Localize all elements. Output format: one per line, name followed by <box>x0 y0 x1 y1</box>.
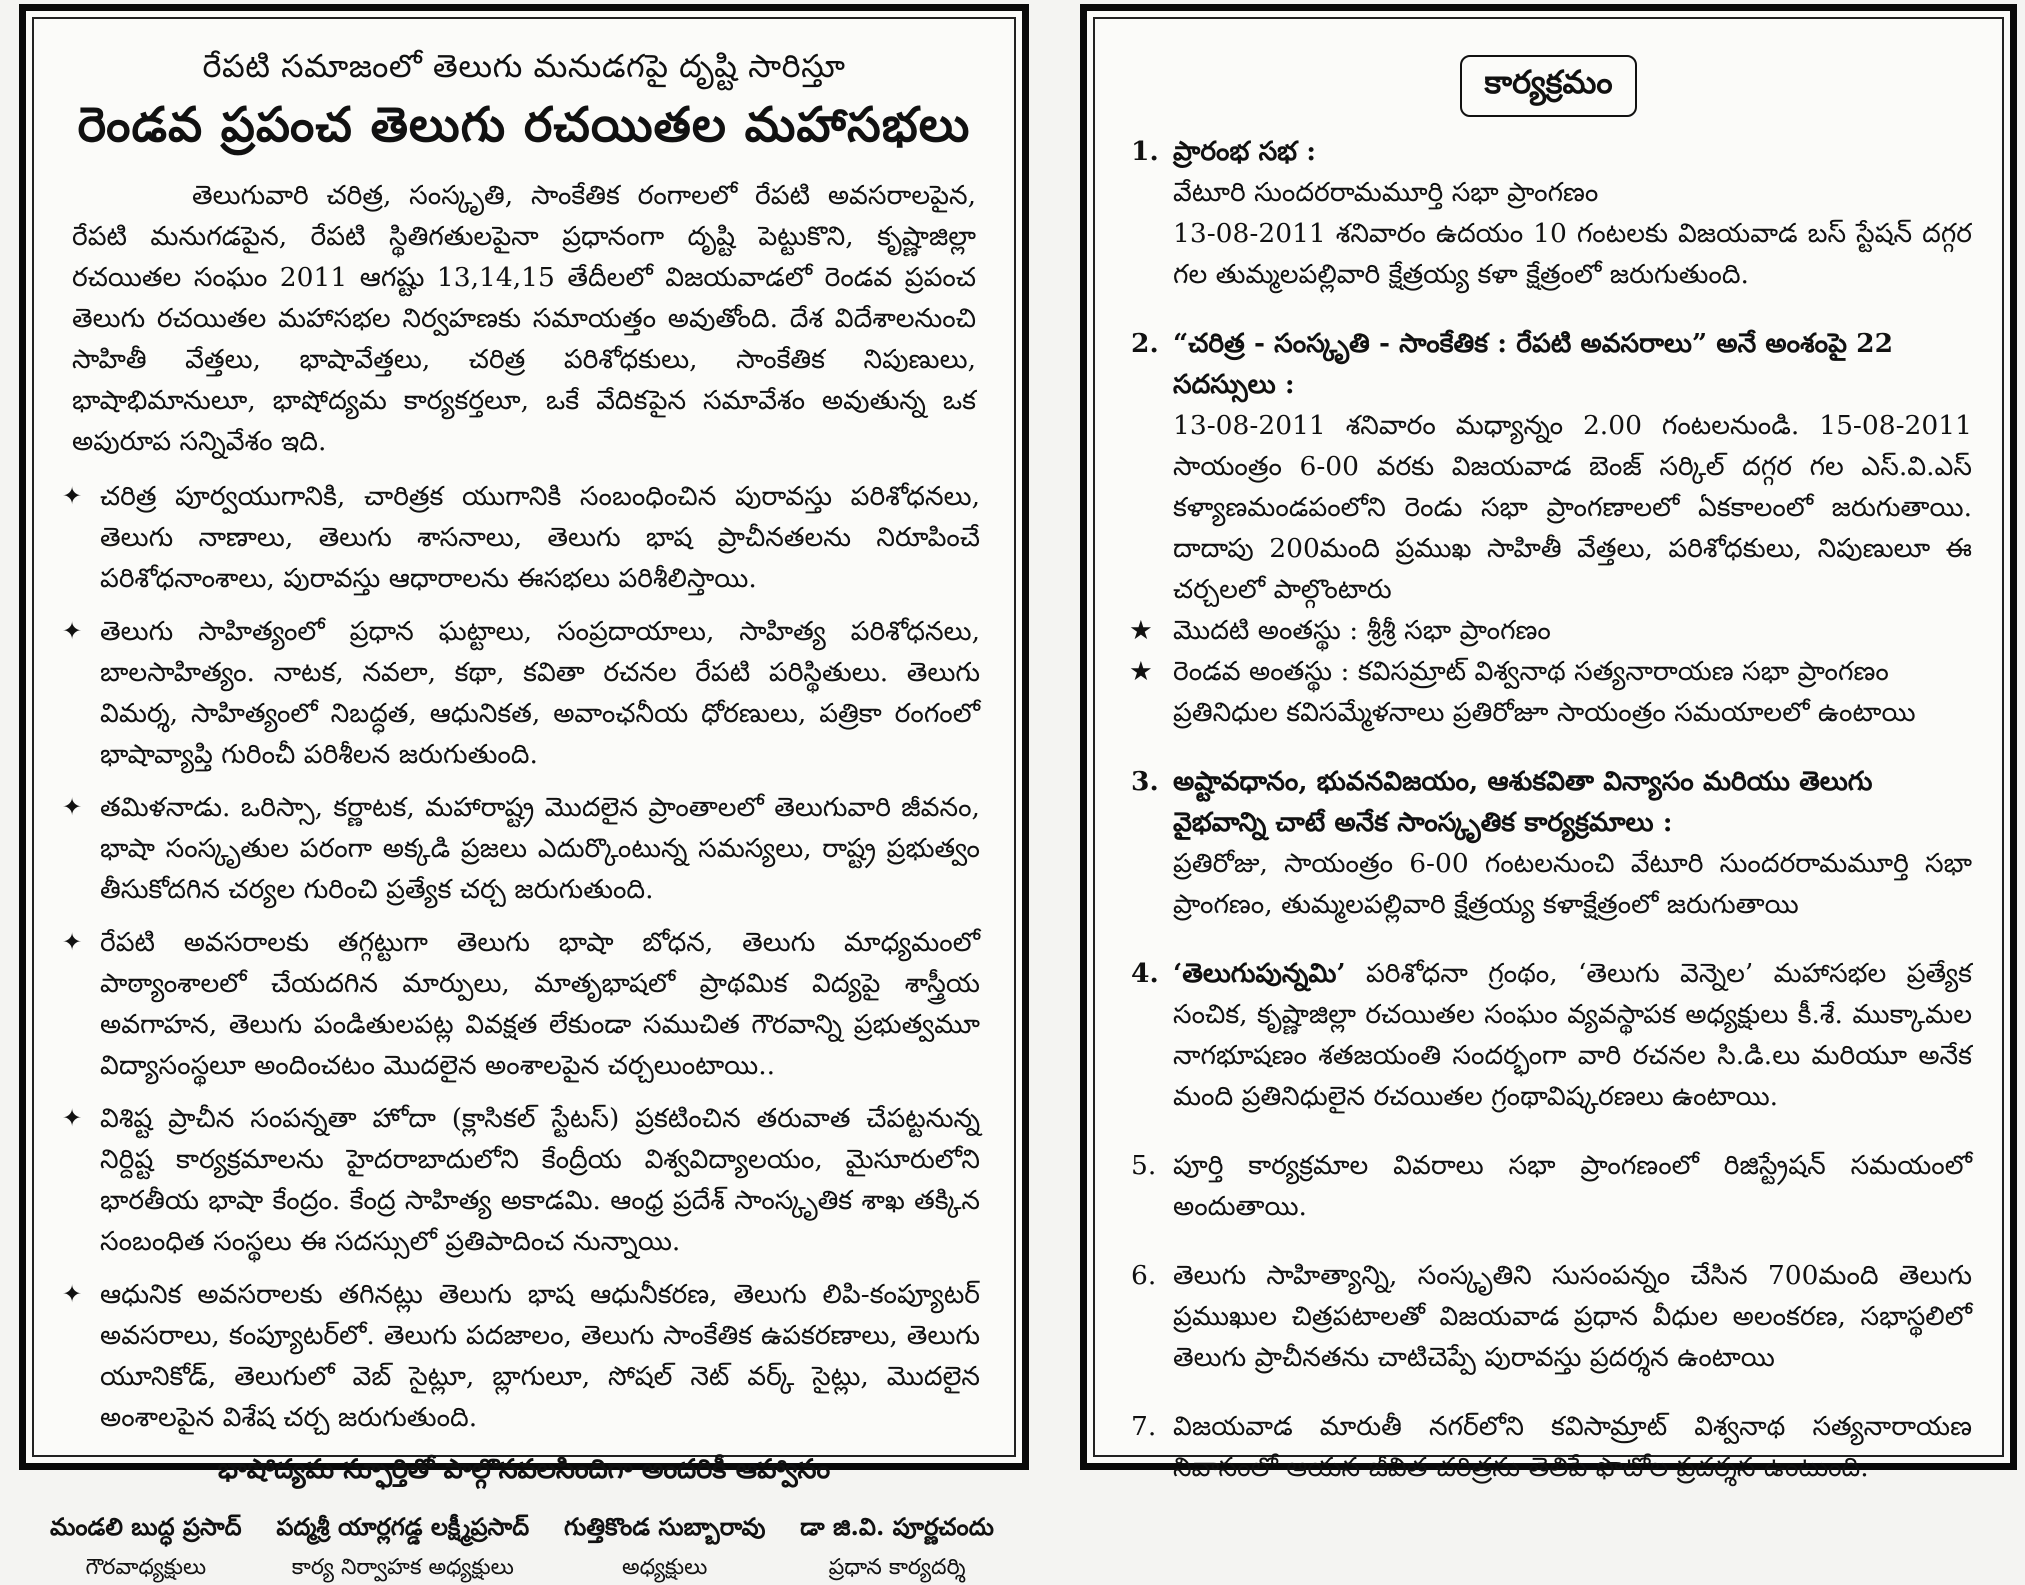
diamond-bullet-icon: ✦ <box>62 793 83 821</box>
signatory-name: పద్మశ్రీ యార్లగడ్డ లక్ష్మీప్రసాద్ <box>276 1512 530 1541</box>
item-text: పరిశోధనా గ్రంథం, ‘తెలుగు వెన్నెల’ మహాసభల ప్రత్యేక సంచిక, కృష్ణాజిల్లా రచయితల సంఘం వ్యవస్థాపక అధ్యక్షులు కీ.శే. ముక్కామల నాగభూషణం శతజయంతి సందర్భంగా వారి రచనల సి.డి.లు మరియూ అనేక మంది ప్రతినిధులైన రచయితల గ్రంథావిష్కరణలు ఉంటాయి. <box>1173 958 1972 1112</box>
signatory-name: డా జి.వి. పూర్ణచందు <box>800 1512 994 1541</box>
item-number: 4. <box>1131 958 1159 989</box>
item-line: విజయవాడ మారుతీ నగర్‌లోని కవిసామ్రాట్ విశ్వనాథ సత్యనారాయణ నివాసంలో ఆయన జీవిత చరిత్రను తెలిపే ఫొటోల ప్రదర్శన ఉంటుంది. <box>1173 1411 1972 1483</box>
floor-line <box>1129 651 1972 692</box>
item-line: పూర్తి కార్యక్రమాల వివరాలు సభా ప్రాంగణంలో రిజిస్ట్రేషన్ సమయంలో అందుతాయి. <box>1173 1150 1972 1222</box>
invitation-line: భాషోద్యమ స్ఫూర్తితో పాల్గొనవలసిందిగా అందరికీ ఆహ్వానం <box>217 1454 831 1485</box>
item-line: ప్రతినిధుల కవిసమ్మేళనాలు ప్రతిరోజూ సాయంత్రం సమయాలలో ఉంటాయి <box>1173 697 1916 728</box>
left-page-inner-frame <box>32 17 1016 1580</box>
item-heading: అష్టావధానం, భువనవిజయం, ఆశుకవితా విన్యాసం మరియు తెలుగు వైభవాన్ని చాటే అనేక సాంస్కృతిక కార్యక్రమాలు : <box>1173 766 1873 838</box>
star-icon: ★ <box>1129 656 1153 687</box>
item-line: వేటూరి సుందరరామమూర్తి సభా ప్రాంగణం <box>1173 177 1599 208</box>
signatory-role: కార్య నిర్వాహక అధ్యక్షులు <box>291 1555 514 1580</box>
diamond-bullet-icon: ✦ <box>62 1280 83 1308</box>
floor-line <box>1129 610 1972 651</box>
star-icon: ★ <box>1129 615 1153 646</box>
floor-text: మొదటి అంతస్థు : శ్రీశ్రీ సభా ప్రాంగణం <box>1173 615 1551 646</box>
page-subtitle: రేపటి సమాజంలో తెలుగు మనుడగపై దృష్టి సారిస్తూ <box>202 47 846 85</box>
diamond-bullet-icon: ✦ <box>62 1104 83 1132</box>
intro-paragraph <box>72 175 976 462</box>
program-item <box>1125 1255 1972 1378</box>
bullet-text: విశిష్ట ప్రాచీన సంపన్నతా హోదా (క్లాసికల్ స్టేటస్) ప్రకటించిన తరువాత చేపట్టనున్న నిర్దిష్ట కార్యక్రమాలను హైదరాబాదులోని కేంద్రీయ విశ్వవిద్యాలయం, మైసూరులోని భారతీయ భాషా కేంద్రం. కేంద్ర సాహిత్య అకాడమి. ఆంధ్ర ప్రదేశ్ సాంస్కృతిక శాఖ తక్కిన సంబంధిత సంస్థలు ఈ సదస్సులో ప్రతిపాదించ నున్నాయి. <box>100 1103 980 1257</box>
program-heading-row <box>1095 55 2002 117</box>
signatory-role: అధ్యక్షులు <box>622 1555 708 1580</box>
bullet-text: ఆధునిక అవసరాలకు తగినట్లు తెలుగు భాష ఆధునీకరణ, తెలుగు లిపి-కంప్యూటర్ అవసరాలు, కంప్యూటర్‌లో. తెలుగు పదజాలం, తెలుగు సాంకేతిక ఉపకరణాలు, తెలుగు యూనికోడ్, తెలుగులో వెబ్ సైట్లూ, బ్లాగులూ, సోషల్ నెట్ వర్క్ సైట్లు, మొదలైన అంశాలపైన విశేష చర్చ జరుగుతుంది. <box>100 1279 980 1433</box>
bullet-text: తెలుగు సాహిత్యంలో ప్రధాన ఘట్టాలు, సంప్రదాయాలు, సాహిత్య పరిశోధనలు, బాలసాహిత్యం. నాటక, నవలా, కథా, కవితా రచనల రేపటి పరిస్థితులు. తెలుగు విమర్శ, సాహిత్యంలో నిబద్ధత, ఆధునికత, అవాంఛనీయ ధోరణులు, పత్రికా రంగంలో భాషావ్యాప్తి గురించీ పరిశీలన జరుగుతుంది. <box>100 616 980 770</box>
bullet-text: తమిళనాడు. ఒరిస్సా, కర్ణాటక, మహారాష్ట్ర మొదలైన ప్రాంతాలలో తెలుగువారి జీవనం, భాషా సంస్కృతుల పరంగా అక్కడి ప్రజలు ఎదుర్కొంటున్న సమస్యలు, రాష్ట్ర ప్రభుత్వం తీసుకోదగిన చర్యల గురించి ప్రత్యేక చర్చ జరుగుతుంది. <box>100 792 980 905</box>
signatory <box>564 1512 765 1585</box>
bullet-text: రేపటి అవసరాలకు తగ్గట్టుగా తెలుగు భాషా బోధన, తెలుగు మాధ్యమంలో పాఠ్యాంశాలలో చేయదగిన మార్పులు, మాతృభాషలో ప్రాథమిక విద్యపై శాస్త్రీయ అవగాహన, తెలుగు పండితులపట్ల వివక్షత లేకుండా సముచిత గౌరవాన్ని ప్రభుత్వమూ విద్యాసంస్థలూ అందించటం మొదలైన అంశాలపైన చర్చలుంటాయి.. <box>100 927 980 1081</box>
list-item <box>56 1098 980 1262</box>
program-item <box>1125 953 1972 1117</box>
item-number: 2. <box>1131 328 1159 359</box>
signatory <box>50 1512 242 1585</box>
signatory-name: గుత్తికొండ సుబ్బారావు <box>563 1512 766 1541</box>
list-item <box>56 787 980 910</box>
item-number: 3. <box>1131 766 1159 797</box>
list-item <box>56 611 980 775</box>
program-item <box>1125 1406 1972 1488</box>
signatory-role: గౌరవాధ్యక్షులు <box>85 1555 207 1580</box>
item-line: 13-08-2011 శనివారం ఉదయం 10 గంటలకు విజయవాడ బస్ స్టేషన్ దగ్గర గల తుమ్మలపల్లివారి క్షేత్రయ్య కళా క్షేత్రంలో జరుగుతుంది. <box>1173 218 1972 290</box>
bullet-text: చరిత్ర పూర్వయుగానికి, చారిత్రక యుగానికి సంబంధించిన పురావస్తు పరిశోధనలు, తెలుగు నాణాలు, తెలుగు శాసనాలు, తెలుగు భాష ప్రాచీనతలను నిరూపించే పరిశోధనాంశాలు, పురావస్తు ఆధారాలను ఈసభలు పరిశీలిస్తాయి. <box>100 481 980 594</box>
program-item <box>1125 761 1972 925</box>
program-list <box>1125 131 1972 1488</box>
diamond-bullet-icon: ✦ <box>62 617 83 645</box>
item-heading: ప్రారంభ సభ : <box>1173 136 1317 167</box>
signatory <box>276 1512 529 1585</box>
list-item <box>56 1274 980 1438</box>
program-item <box>1125 1145 1972 1227</box>
item-line <box>1173 953 1972 1117</box>
floor-text: రెండవ అంతస్థు : కవిసమ్రాట్ విశ్వనాథ సత్యనారాయణ సభా ప్రాంగణం <box>1173 656 1889 687</box>
signatory-name: మండలి బుద్ధ ప్రసాద్ <box>50 1512 242 1541</box>
item-line: తెలుగు సాహిత్యాన్ని, సంస్కృతిని సుసంపన్నం చేసిన 700మంది తెలుగు ప్రముఖుల చిత్రపటాలతో విజయవాడ ప్రధాన వీధుల అలంకరణ, సభాస్థలిలో తెలుగు ప్రాచీనతను చాటిచెప్పే పురావస్తు ప్రదర్శన ఉంటాయి <box>1173 1260 1972 1373</box>
item-line: 13-08-2011 శనివారం మధ్యాన్నం 2.00 గంటలనుండి. 15-08-2011 సాయంత్రం 6-00 వరకు విజయవాడ బెంజ్ సర్కిల్ దగ్గర గల ఎస్.వి.ఎస్ కళ్యాణమండపంలోని రెండు సభా ప్రాంగణాలలో ఏకకాలంలో జరుగుతాయి. దాదాపు 200మంది ప్రముఖ సాహితీ వేత్తలు, పరిశోధకులు, నిపుణులూ ఈ చర్చలలో పాల్గొంటారు <box>1173 410 1972 605</box>
signatory <box>800 1512 994 1585</box>
program-item <box>1125 131 1972 295</box>
left-page <box>19 4 1029 1580</box>
intro-text: తెలుగువారి చరిత్ర, సంస్కృతి, సాంకేతిక రంగాలలో రేపటి అవసరాలపైన, రేపటి మనుగడపైన, రేపటి స్థితిగతులపైనా ప్రధానంగా దృష్టి పెట్టుకొని, కృష్ణాజిల్లా రచయితల సంఘం 2011 ఆగష్టు 13,14,15 తేదీలలో విజయవాడలో రెండవ ప్రపంచ తెలుగు రచయితల మహాసభల నిర్వహణకు సమాయత్తం అవుతోంది. దేశ విదేశాలనుంచి సాహితీ వేత్తలు, భాషావేత్తలు, చరిత్ర పరిశోధకులు, సాంకేతిక నిపుణులు, భాషాభిమానులూ, భాషోద్యమ కార్యకర్తలూ, ఒకే వేదికపైన సమావేశం అవుతున్న ఒక అపురూప సన్నివేశం ఇది. <box>72 180 976 457</box>
list-item <box>56 476 980 599</box>
diamond-bullet-icon: ✦ <box>62 482 83 510</box>
right-page-inner-frame <box>1093 17 2004 1483</box>
page-title: రెండవ ప్రపంచ తెలుగు రచయితల మహాసభలు <box>77 97 971 153</box>
signatories <box>50 1512 994 1585</box>
diamond-bullet-icon: ✦ <box>62 928 83 956</box>
signatory-role: ప్రధాన కార్యదర్శి <box>828 1555 966 1580</box>
list-item <box>56 922 980 1086</box>
topics-list <box>56 476 980 1438</box>
item-number: 5. <box>1131 1150 1157 1181</box>
program-heading: కార్యక్రమం <box>1460 55 1636 117</box>
item-heading: ‘తెలుగుపున్నమి’ <box>1173 958 1346 989</box>
item-number: 6. <box>1131 1260 1157 1291</box>
program-item <box>1125 323 1972 733</box>
item-line: ప్రతిరోజు, సాయంత్రం 6-00 గంటలనుంచి వేటూరి సుందరరామమూర్తి సభా ప్రాంగణం, తుమ్మలపల్లివారి క్షేత్రయ్య కళాక్షేత్రంలో జరుగుతాయి <box>1173 848 1972 920</box>
item-number: 1. <box>1131 136 1159 167</box>
item-number: 7. <box>1131 1411 1157 1442</box>
item-heading: “చరిత్ర - సంస్కృతి - సాంకేతిక : రేపటి అవసరాలు” అనే అంశంపై 22 సదస్సులు : <box>1173 328 1894 400</box>
right-page <box>1080 4 2017 1483</box>
